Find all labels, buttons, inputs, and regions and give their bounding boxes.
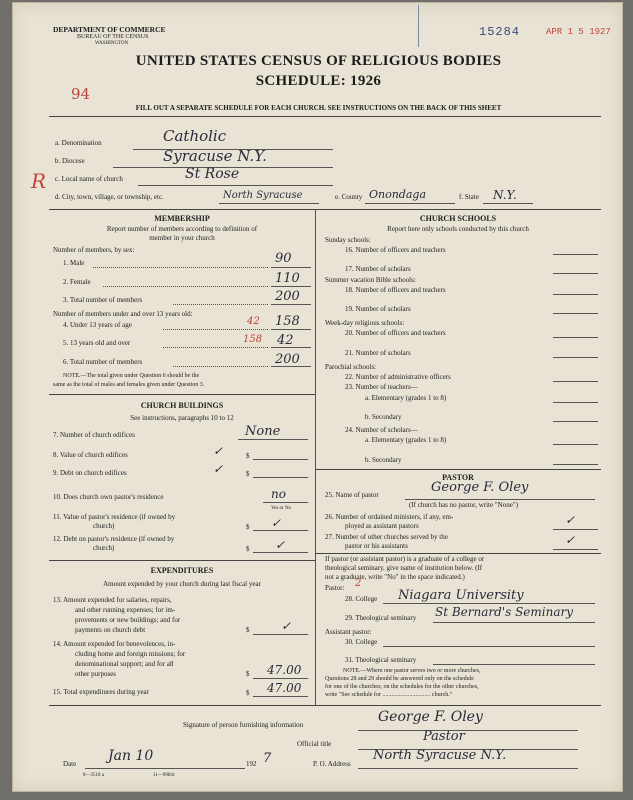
q3-label: 3. Total number of members — [63, 296, 143, 304]
q15-value: 47.00 — [267, 681, 302, 695]
q8-label: 8. Value of church edifices — [53, 451, 128, 459]
membership-note-2: same as the total of males and females given under Question 3. — [53, 382, 205, 388]
q5-red-correction: 158 — [243, 334, 263, 345]
county-value: Onondaga — [369, 188, 427, 201]
q6-value: 200 — [275, 352, 300, 367]
stamp-divider — [418, 5, 419, 47]
q21-label: 21. Number of scholars — [345, 349, 411, 357]
q22-label: 22. Number of administrative officers — [345, 373, 451, 381]
instruction-line: FILL OUT A SEPARATE SCHEDULE FOR EACH CHURCH. SEE INSTRUCTIONS ON THE BACK OF THIS SHEET — [135, 104, 502, 112]
q24-label: 24. Number of scholars— — [345, 426, 418, 434]
q23b-label: b. Secondary — [365, 413, 402, 421]
city-value: North Syracuse — [223, 190, 303, 201]
state-value: N.Y. — [493, 188, 517, 202]
q9-label: 9. Debt on church edifices — [53, 469, 127, 477]
q5-value: 42 — [277, 333, 294, 348]
q11-check: ✓ — [271, 516, 282, 530]
county-label: e. County — [335, 193, 363, 201]
schools-sub: Report here only schools conducted by this church — [387, 225, 529, 233]
date-label: Date — [63, 760, 77, 768]
buildings-heading: CHURCH BUILDINGS — [140, 401, 224, 410]
city-line — [219, 203, 319, 204]
header-rule — [49, 116, 601, 117]
q23a-label: a. Elementary (grades 1 to 8) — [365, 394, 447, 402]
form-code: 8—3518 a — [83, 773, 104, 778]
church-name-line — [138, 185, 333, 186]
church-name-value: St Rose — [185, 166, 240, 182]
q24a-label: a. Elementary (grades 1 to 8) — [365, 436, 447, 444]
membership-heading: MEMBERSHIP — [154, 214, 210, 223]
q7-value: None — [245, 424, 281, 439]
q1-value: 90 — [275, 251, 292, 266]
q1-label: 1. Male — [63, 259, 85, 267]
q29-value: St Bernard's Seminary — [435, 605, 574, 619]
received-date-stamp: APR 1 5 1927 — [546, 27, 611, 37]
q6-label: 6. Total number of members — [63, 358, 143, 366]
signature-value: George F. Oley — [378, 709, 483, 725]
q8-check: ✓ — [213, 444, 224, 458]
official-title-value: Pastor — [423, 729, 465, 744]
q31-label: 31. Theological seminary — [345, 656, 417, 664]
city-label: WASHINGTON — [95, 41, 129, 46]
pastor-red-mark: 2 — [355, 578, 362, 589]
census-schedule-sheet: DEPARTMENT OF COMMERCE BUREAU OF THE CENSUS WASHINGTON 15284 APR 1 5 1927 UNITED STATES CENSUS OF RELIGIOUS BODIES SCHEDULE: 1926 94 FILL OUT A SEPARATE SCHEDULE FOR EACH CHURCH. SEE INSTRUCTIONS ON THE BACK OF THIS SHEET R a. Denomination Catholic b. Diocese Syracuse N.Y. c. Local name of church St Rose d. City, town, village, or township, etc. North Syracuse e. County Onondaga f. State N.Y. MEMBERSHIP Report number of members according to definition of member in your church Number of members, by sex: 1. Male 90 2. Female 110 3. Total number of members 200 Number of members under and over 13 years old: 4. Under 13 years of age 42 158 5. 13 years old and over 158 42 6. Total number of members 200 NOTE.—The total given under Question 6 should be the same as the total of males and females given under Question 3. CHURCH BUILDINGS See instructions, paragraphs 10 to 12 7. Number of church edifices None 8. Value of church edifices $ ✓ 9. Debt on church edifices $ ✓ 10. Does church own pastor's residence no Yes or No 11. Value of pastor's residence (if owned by church) $ ✓ 12. Debt on pastor's residence (if owned by church) $ ✓ EXPENDITURES Amount expended by your church during last fiscal year 13. Amount expended for salaries, repairs, and other running expenses; for im- provements or new buildings; and for payments on church debt $ ✓ 14. Amount expended for benevolences, in- cluding home and foreign missions; for denominational support; and for all other purposes $ 47.00 15. Total expenditures during year $ 47.00 CHURCH SCHOOLS Report here only schools conducted by this church Sunday schools: 16. Number of officers and teachers 17. Number of scholars Summer vacation Bible schools: 18. Number of officers and teachers 19. Number of scholars Week-day religious schools: 20. Number of officers and teachers 21. Number of scholars Parochial schools: 22. Number of administrative officers 23. Number of teachers— a. Elementary (grades 1 to 8) b. Secondary 24. Number of scholars— a. Elementary (grades 1 to 8) b. Secondary PASTOR 25. Name of pastor George F. Oley (If church has no pastor, write "None") 26. Number of ordained ministers, if any, em- ployed as assistant pastors ✓ 27. Number of other churches served by the pastor or his assistants ✓ If pastor (or assistant pastor) is a graduate of a college or theological seminary, give name of institution below. (If not a graduate, write "No" in the space indicated.) Pastor: 2 28. College Niagara University 29. Theological seminary St Bernard's Seminary Assistant pastor: 30. College 31. Theological seminary NOTE.—Where one pastor serves two or more churches, Questions 28 and 29 should be answered only on the schedule for one of the churches; on the schedules for the other churches, write "See schedule for ................................ church." Signature of person furnishing information George F. Oley Official title Pastor Date Jan 10 192 7 P. O. Address North Syracuse N.Y. 8—3518 a 11—9984c — [12, 2, 623, 792]
form-title: UNITED STATES CENSUS OF RELIGIOUS BODIES — [135, 53, 502, 69]
denomination-label: a. Denomination — [55, 139, 102, 147]
county-line — [365, 203, 455, 204]
q19-label: 19. Number of scholars — [345, 305, 411, 313]
q13-check: ✓ — [281, 619, 292, 633]
denomination-value: Catholic — [163, 127, 227, 145]
diocese-value: Syracuse N.Y. — [163, 147, 267, 165]
buildings-sub: See instructions, paragraphs 10 to 12 — [130, 414, 234, 422]
membership-intro-1: Report number of members according to definition of — [106, 225, 258, 233]
margin-check-mark: R — [31, 169, 47, 193]
city-label: d. City, town, village, or township, etc. — [55, 193, 164, 201]
po-address-label: P. O. Address — [313, 760, 351, 768]
expenditures-heading: EXPENDITURES — [150, 566, 214, 575]
q2-value: 110 — [275, 271, 300, 286]
q13-label: 13. Amount expended for salaries, repairs, — [53, 596, 172, 604]
column-divider — [315, 209, 316, 705]
q28-value: Niagara University — [398, 588, 524, 603]
q16-label: 16. Number of officers and teachers — [345, 246, 446, 254]
q15-label: 15. Total expenditures during year — [53, 688, 149, 696]
section-rule — [49, 209, 601, 210]
q25-value: George F. Oley — [431, 480, 529, 495]
q23-label: 23. Number of teachers— — [345, 383, 418, 391]
year-value: 7 — [263, 751, 272, 766]
state-line — [483, 203, 533, 204]
red-serial-number: 94 — [71, 85, 91, 103]
q10-label: 10. Does church own pastor's residence — [53, 493, 164, 501]
state-label: f. State — [459, 193, 479, 201]
q20-label: 20. Number of officers and teachers — [345, 329, 446, 337]
q28-label: 28. College — [345, 595, 378, 603]
q7-label: 7. Number of church edifices — [53, 431, 135, 439]
by-sex-label: Number of members, by sex: — [53, 246, 135, 254]
q3-value: 200 — [275, 289, 300, 304]
q9-check: ✓ — [213, 462, 224, 476]
q30-label: 30. College — [345, 638, 378, 646]
q12-check: ✓ — [275, 538, 286, 552]
po-address-value: North Syracuse N.Y. — [373, 748, 507, 763]
q10-value: no — [271, 487, 286, 501]
q27-check: ✓ — [565, 533, 576, 547]
q14-label: 14. Amount expended for benevolences, in- — [53, 640, 176, 648]
q26-check: ✓ — [565, 513, 576, 527]
date-value: Jan 10 — [108, 748, 154, 764]
official-title-label: Official title — [297, 740, 332, 748]
form-subtitle: SCHEDULE: 1926 — [255, 73, 382, 89]
yes-no-hint: Yes or No — [271, 506, 292, 511]
q27-label: 27. Number of other churches served by the — [325, 533, 448, 541]
q26-label: 26. Number of ordained ministers, if any, em- — [325, 513, 454, 521]
signature-label: Signature of person furnishing information — [183, 721, 304, 729]
form-code-2: 11—9984c — [153, 773, 176, 778]
pastor-heading: PASTOR — [442, 473, 474, 482]
q17-label: 17. Number of scholars — [345, 265, 411, 273]
membership-note-1: NOTE.—The total given under Question 6 should be the — [63, 373, 200, 379]
q11-label: 11. Value of pastor's residence (if owned by — [53, 513, 176, 521]
q5-label: 5. 13 years old and over — [63, 339, 131, 347]
church-name-label: c. Local name of church — [55, 175, 123, 183]
membership-intro-2: member in your church — [149, 234, 215, 242]
stamp-number: 15284 — [479, 25, 521, 39]
expenditures-sub: Amount expended by your church during last fiscal year — [103, 580, 261, 588]
q25-label: 25. Name of pastor — [325, 491, 379, 499]
q29-label: 29. Theological seminary — [345, 614, 417, 622]
q14-value: 47.00 — [267, 663, 302, 677]
age-intro-label: Number of members under and over 13 years old: — [53, 310, 193, 318]
q4-value: 158 — [275, 314, 300, 329]
q2-label: 2. Female — [63, 278, 91, 286]
q4-red-correction: 42 — [247, 316, 260, 327]
q24b-label: b. Secondary — [365, 456, 402, 464]
department-label: DEPARTMENT OF COMMERCE — [53, 25, 166, 34]
schools-heading: CHURCH SCHOOLS — [419, 214, 497, 223]
bureau-label: BUREAU OF THE CENSUS — [77, 34, 149, 40]
diocese-label: b. Diocese — [55, 157, 85, 165]
q4-label: 4. Under 13 years of age — [63, 321, 132, 329]
q18-label: 18. Number of officers and teachers — [345, 286, 446, 294]
q12-label: 12. Debt on pastor's residence (if owned by — [53, 535, 175, 543]
